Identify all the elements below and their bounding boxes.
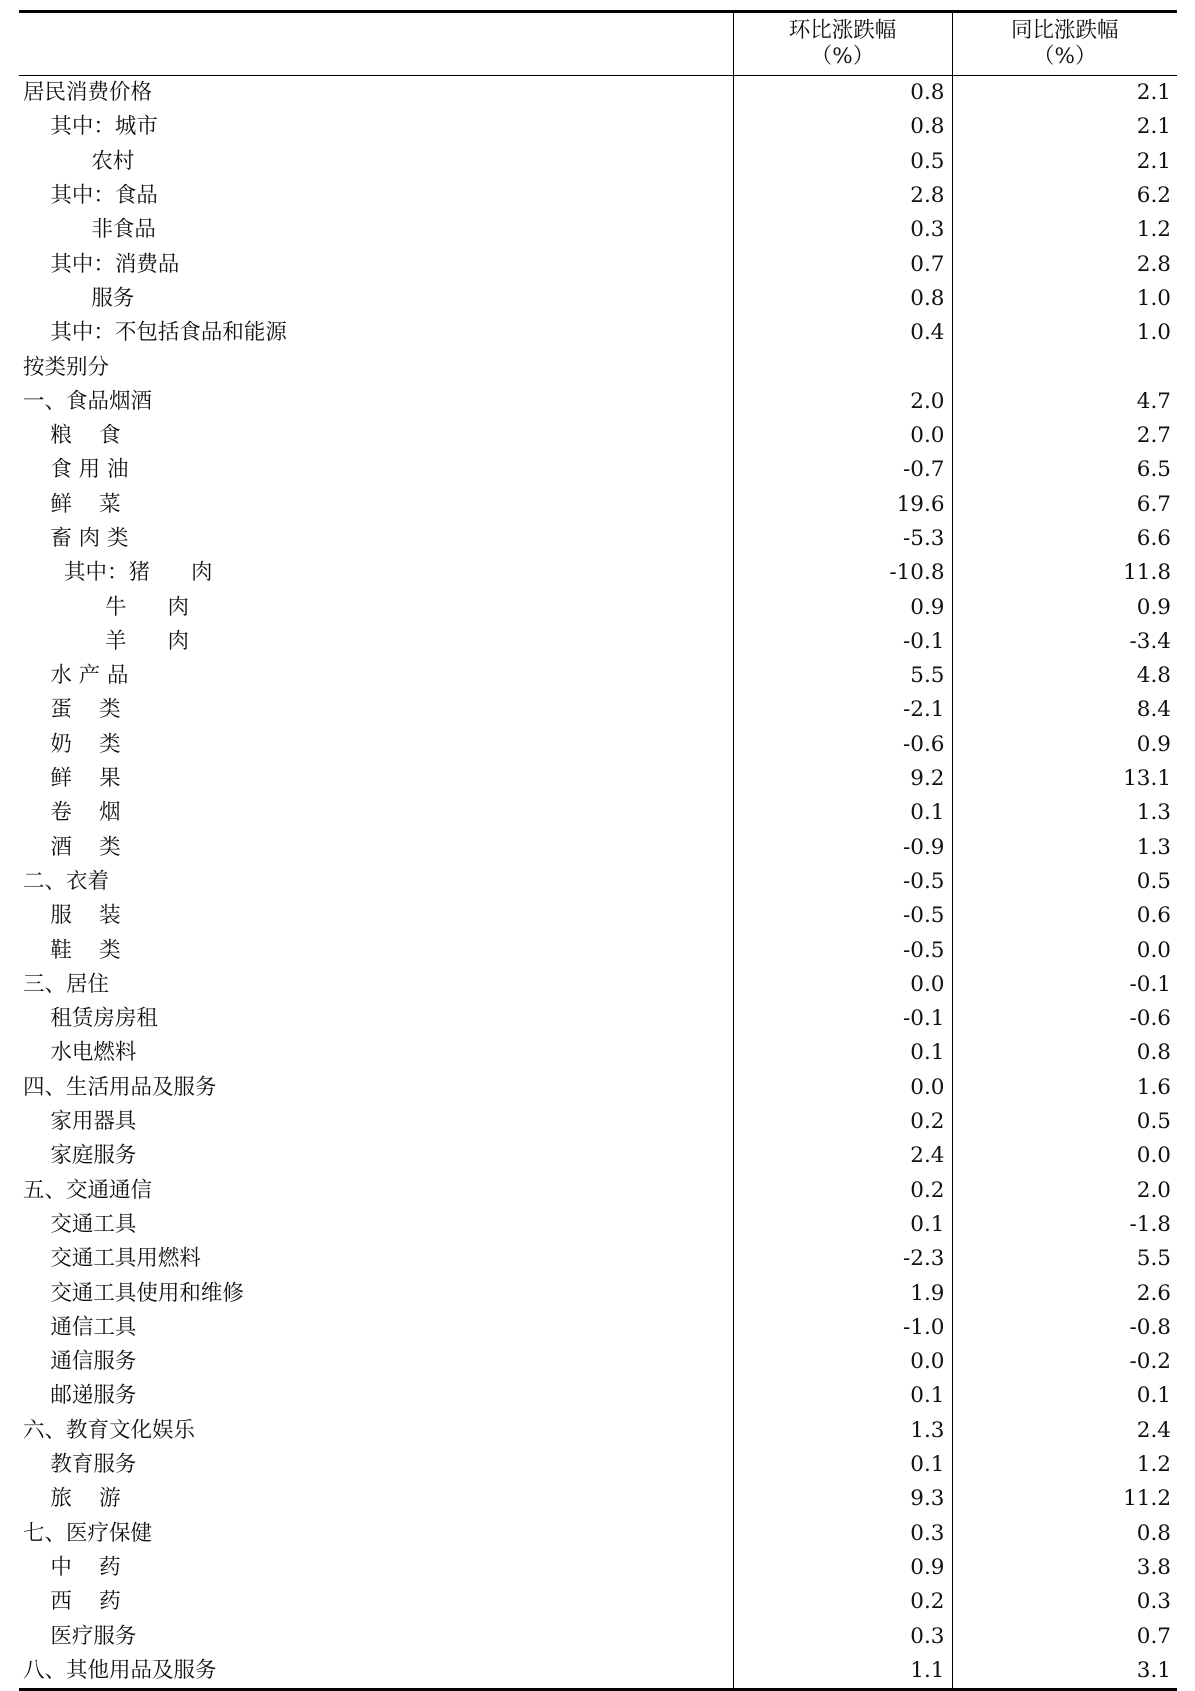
mom-change-value: 2.0 bbox=[733, 385, 952, 419]
yoy-change-value: 6.7 bbox=[1136, 491, 1171, 517]
mom-change-value: 0.1 bbox=[733, 1379, 952, 1413]
row-label: 畜 肉 类 bbox=[19, 522, 733, 556]
table-row bbox=[19, 419, 1177, 453]
yoy-change-value: 13.1 bbox=[1123, 766, 1171, 792]
yoy-change-value: 8.4 bbox=[1136, 697, 1171, 723]
yoy-change-value: 1.2 bbox=[1136, 1452, 1171, 1478]
yoy-change-value: 2.7 bbox=[1136, 423, 1171, 449]
row-label: 通信服务 bbox=[19, 1345, 733, 1379]
row-label: 中 药 bbox=[19, 1551, 733, 1585]
header-mom-change bbox=[733, 12, 952, 76]
yoy-change-value: 0.0 bbox=[1136, 937, 1171, 963]
row-label: 鲜 果 bbox=[19, 762, 733, 796]
header-row bbox=[19, 12, 1177, 76]
row-label: 水 产 品 bbox=[19, 659, 733, 693]
table-row bbox=[19, 762, 1177, 796]
table-row bbox=[19, 1654, 1177, 1690]
table-row bbox=[19, 556, 1177, 590]
row-label: 四、生活用品及服务 bbox=[19, 1071, 733, 1105]
mom-change-value: -0.6 bbox=[733, 728, 952, 762]
table-row bbox=[19, 693, 1177, 727]
yoy-change-value: -3.4 bbox=[1129, 628, 1171, 654]
mom-change-value: 0.1 bbox=[733, 1208, 952, 1242]
table-row bbox=[19, 350, 1177, 384]
yoy-change-value: 0.1 bbox=[1136, 1383, 1171, 1409]
yoy-change-value: 1.3 bbox=[1136, 834, 1171, 860]
mom-change-value: -0.1 bbox=[733, 1002, 952, 1036]
table-row bbox=[19, 933, 1177, 967]
table-header bbox=[19, 12, 1177, 76]
table-row bbox=[19, 659, 1177, 693]
table-row bbox=[19, 213, 1177, 247]
mom-change-value: 5.5 bbox=[733, 659, 952, 693]
table-row bbox=[19, 453, 1177, 487]
mom-change-value: 0.3 bbox=[733, 1516, 952, 1550]
table-row bbox=[19, 1105, 1177, 1139]
table-row bbox=[19, 968, 1177, 1002]
row-label: 服务 bbox=[19, 282, 733, 316]
table-row bbox=[19, 899, 1177, 933]
mom-change-value: -2.1 bbox=[733, 693, 952, 727]
table-row bbox=[19, 488, 1177, 522]
row-label: 农村 bbox=[19, 145, 733, 179]
row-label: 二、衣着 bbox=[19, 865, 733, 899]
row-label: 其中：城市 bbox=[19, 110, 733, 144]
table-row bbox=[19, 728, 1177, 762]
table-row bbox=[19, 865, 1177, 899]
row-label: 食 用 油 bbox=[19, 453, 733, 487]
mom-change-value: -5.3 bbox=[733, 522, 952, 556]
yoy-change-value: 3.1 bbox=[1136, 1657, 1171, 1683]
yoy-change-value: 6.2 bbox=[1136, 183, 1171, 209]
row-label: 酒 类 bbox=[19, 831, 733, 865]
header-item-column bbox=[19, 12, 733, 76]
table-row bbox=[19, 1276, 1177, 1310]
header-yoy-change bbox=[952, 12, 1177, 76]
mom-change-value: 0.0 bbox=[733, 1071, 952, 1105]
table-row bbox=[19, 76, 1177, 111]
row-label: 粮 食 bbox=[19, 419, 733, 453]
mom-change-value: 0.0 bbox=[733, 419, 952, 453]
row-label: 交通工具 bbox=[19, 1208, 733, 1242]
yoy-change-value: -1.8 bbox=[1129, 1211, 1171, 1237]
table-row bbox=[19, 179, 1177, 213]
mom-change-value: 9.2 bbox=[733, 762, 952, 796]
mom-change-value: -0.5 bbox=[733, 899, 952, 933]
yoy-change-value: 0.7 bbox=[1136, 1623, 1171, 1649]
yoy-change-value: 1.2 bbox=[1136, 217, 1171, 243]
table-row bbox=[19, 282, 1177, 316]
mom-change-value: 0.9 bbox=[733, 590, 952, 624]
yoy-change-value: 2.4 bbox=[1136, 1417, 1171, 1443]
table-row bbox=[19, 1448, 1177, 1482]
row-label: 五、交通通信 bbox=[19, 1174, 733, 1208]
row-label: 三、居住 bbox=[19, 968, 733, 1002]
yoy-change-value: 0.8 bbox=[1136, 1520, 1171, 1546]
table-row bbox=[19, 1071, 1177, 1105]
mom-change-value: 2.4 bbox=[733, 1139, 952, 1173]
table-row bbox=[19, 385, 1177, 419]
yoy-change-value: 0.8 bbox=[1136, 1040, 1171, 1066]
yoy-change-value: 2.1 bbox=[1136, 114, 1171, 140]
row-label: 羊 肉 bbox=[19, 625, 733, 659]
mom-change-value: 0.0 bbox=[733, 968, 952, 1002]
row-label: 通信工具 bbox=[19, 1311, 733, 1345]
mom-change-value: -2.3 bbox=[733, 1242, 952, 1276]
table-row bbox=[19, 1379, 1177, 1413]
mom-change-value: 0.8 bbox=[733, 110, 952, 144]
mom-change-value: 0.1 bbox=[733, 796, 952, 830]
row-label: 水电燃料 bbox=[19, 1036, 733, 1070]
mom-change-value: 0.9 bbox=[733, 1551, 952, 1585]
mom-change-value: -10.8 bbox=[733, 556, 952, 590]
table-row bbox=[19, 110, 1177, 144]
yoy-change-value: 0.9 bbox=[1136, 594, 1171, 620]
mom-change-value: 1.9 bbox=[733, 1276, 952, 1310]
mom-change-value: -0.1 bbox=[733, 625, 952, 659]
yoy-change-value: -0.6 bbox=[1129, 1006, 1171, 1032]
row-label: 交通工具使用和维修 bbox=[19, 1276, 733, 1310]
yoy-change-value bbox=[952, 350, 1177, 384]
table-row bbox=[19, 1516, 1177, 1550]
mom-change-value: 19.6 bbox=[733, 488, 952, 522]
yoy-change-value: 0.5 bbox=[1136, 1109, 1171, 1135]
row-label: 奶 类 bbox=[19, 728, 733, 762]
table-row bbox=[19, 1585, 1177, 1619]
row-label: 教育服务 bbox=[19, 1448, 733, 1482]
yoy-change-value: -0.1 bbox=[1129, 971, 1171, 997]
row-label: 其中：猪 肉 bbox=[19, 556, 733, 590]
yoy-change-value: 1.6 bbox=[1136, 1074, 1171, 1100]
yoy-change-value: 11.2 bbox=[1123, 1486, 1171, 1512]
mom-change-value: -0.7 bbox=[733, 453, 952, 487]
yoy-change-value: 0.9 bbox=[1136, 731, 1171, 757]
mom-change-value: 0.0 bbox=[733, 1345, 952, 1379]
yoy-change-value: 4.7 bbox=[1136, 388, 1171, 414]
mom-change-value: 0.2 bbox=[733, 1585, 952, 1619]
row-label: 租赁房房租 bbox=[19, 1002, 733, 1036]
yoy-change-value: -0.8 bbox=[1129, 1314, 1171, 1340]
yoy-change-value: 2.0 bbox=[1136, 1177, 1171, 1203]
mom-change-value: -0.5 bbox=[733, 865, 952, 899]
table-row bbox=[19, 625, 1177, 659]
yoy-change-value: 1.0 bbox=[1136, 320, 1171, 346]
row-label: 服 装 bbox=[19, 899, 733, 933]
yoy-change-value: 0.5 bbox=[1136, 868, 1171, 894]
row-label: 其中：食品 bbox=[19, 179, 733, 213]
yoy-change-value: 6.6 bbox=[1136, 526, 1171, 551]
row-label: 鞋 类 bbox=[19, 933, 733, 967]
row-label: 旅 游 bbox=[19, 1482, 733, 1516]
cpi-table bbox=[19, 10, 1177, 1691]
table-row bbox=[19, 1482, 1177, 1516]
row-label: 按类别分 bbox=[19, 350, 733, 384]
yoy-change-value: 4.8 bbox=[1136, 663, 1171, 689]
row-label: 家用器具 bbox=[19, 1105, 733, 1139]
yoy-change-value: 5.5 bbox=[1136, 1246, 1171, 1272]
row-label: 非食品 bbox=[19, 213, 733, 247]
row-label: 其中：消费品 bbox=[19, 247, 733, 281]
row-label: 其中：不包括食品和能源 bbox=[19, 316, 733, 350]
table-row bbox=[19, 1414, 1177, 1448]
table-row bbox=[19, 1619, 1177, 1653]
yoy-change-value: 2.1 bbox=[1136, 80, 1171, 106]
mom-change-value: 0.7 bbox=[733, 247, 952, 281]
mom-change-value: 0.2 bbox=[733, 1174, 952, 1208]
row-label: 八、其他用品及服务 bbox=[19, 1654, 733, 1690]
row-label: 六、教育文化娱乐 bbox=[19, 1414, 733, 1448]
row-label: 七、医疗保健 bbox=[19, 1516, 733, 1550]
yoy-change-value: 11.8 bbox=[1123, 560, 1171, 586]
mom-change-value: 0.3 bbox=[733, 213, 952, 247]
mom-change-value: 0.1 bbox=[733, 1036, 952, 1070]
table-row bbox=[19, 1036, 1177, 1070]
table-row bbox=[19, 1002, 1177, 1036]
row-label: 交通工具用燃料 bbox=[19, 1242, 733, 1276]
yoy-change-value: 3.8 bbox=[1136, 1554, 1171, 1580]
mom-change-value: 9.3 bbox=[733, 1482, 952, 1516]
table-row bbox=[19, 831, 1177, 865]
yoy-change-value: 2.8 bbox=[1136, 251, 1171, 277]
table-row bbox=[19, 1174, 1177, 1208]
mom-change-value: 0.3 bbox=[733, 1619, 952, 1653]
mom-change-value: 1.3 bbox=[733, 1414, 952, 1448]
table-row bbox=[19, 145, 1177, 179]
header-mom-unit: （%） bbox=[810, 44, 875, 69]
table-row bbox=[19, 796, 1177, 830]
mom-change-value: 2.8 bbox=[733, 179, 952, 213]
yoy-change-value: -0.2 bbox=[1129, 1349, 1171, 1375]
table-row bbox=[19, 590, 1177, 624]
mom-change-value: 0.4 bbox=[733, 316, 952, 350]
row-label: 蛋 类 bbox=[19, 693, 733, 727]
mom-change-value: 0.1 bbox=[733, 1448, 952, 1482]
header-yoy-title: 同比涨跌幅 bbox=[1010, 18, 1119, 43]
yoy-change-value: 0.6 bbox=[1136, 903, 1171, 929]
row-label: 医疗服务 bbox=[19, 1619, 733, 1653]
table-row bbox=[19, 1139, 1177, 1173]
table-row bbox=[19, 1208, 1177, 1242]
table-row bbox=[19, 1311, 1177, 1345]
table-row bbox=[19, 522, 1177, 556]
row-label: 邮递服务 bbox=[19, 1379, 733, 1413]
table-row bbox=[19, 1345, 1177, 1379]
yoy-change-value: 0.3 bbox=[1136, 1589, 1171, 1615]
row-label: 居民消费价格 bbox=[19, 76, 733, 111]
mom-change-value: -1.0 bbox=[733, 1311, 952, 1345]
mom-change-value: -0.5 bbox=[733, 933, 952, 967]
header-yoy-unit: （%） bbox=[1033, 44, 1097, 69]
yoy-change-value: 2.1 bbox=[1136, 148, 1171, 174]
mom-change-value: 0.8 bbox=[733, 76, 952, 111]
row-label: 鲜 菜 bbox=[19, 488, 733, 522]
cpi-table-container bbox=[19, 10, 1177, 1691]
mom-change-value: -0.9 bbox=[733, 831, 952, 865]
table-row bbox=[19, 316, 1177, 350]
yoy-change-value: 1.3 bbox=[1136, 800, 1171, 826]
yoy-change-value: 6.5 bbox=[1136, 457, 1171, 483]
row-label: 家庭服务 bbox=[19, 1139, 733, 1173]
mom-change-value: 0.5 bbox=[733, 145, 952, 179]
mom-change-value: 0.8 bbox=[733, 282, 952, 316]
header-mom-title: 环比涨跌幅 bbox=[788, 18, 897, 43]
row-label: 一、食品烟酒 bbox=[19, 385, 733, 419]
mom-change-value bbox=[733, 350, 952, 384]
row-label: 卷 烟 bbox=[19, 796, 733, 830]
row-label: 牛 肉 bbox=[19, 590, 733, 624]
table-row bbox=[19, 1242, 1177, 1276]
mom-change-value: 1.1 bbox=[733, 1654, 952, 1690]
table-row bbox=[19, 1551, 1177, 1585]
yoy-change-value: 2.6 bbox=[1136, 1280, 1171, 1306]
mom-change-value: 0.2 bbox=[733, 1105, 952, 1139]
row-label: 西 药 bbox=[19, 1585, 733, 1619]
table-row bbox=[19, 247, 1177, 281]
yoy-change-value: 1.0 bbox=[1136, 285, 1171, 311]
yoy-change-value: 0.0 bbox=[1136, 1143, 1171, 1169]
table-body bbox=[19, 76, 1177, 1690]
